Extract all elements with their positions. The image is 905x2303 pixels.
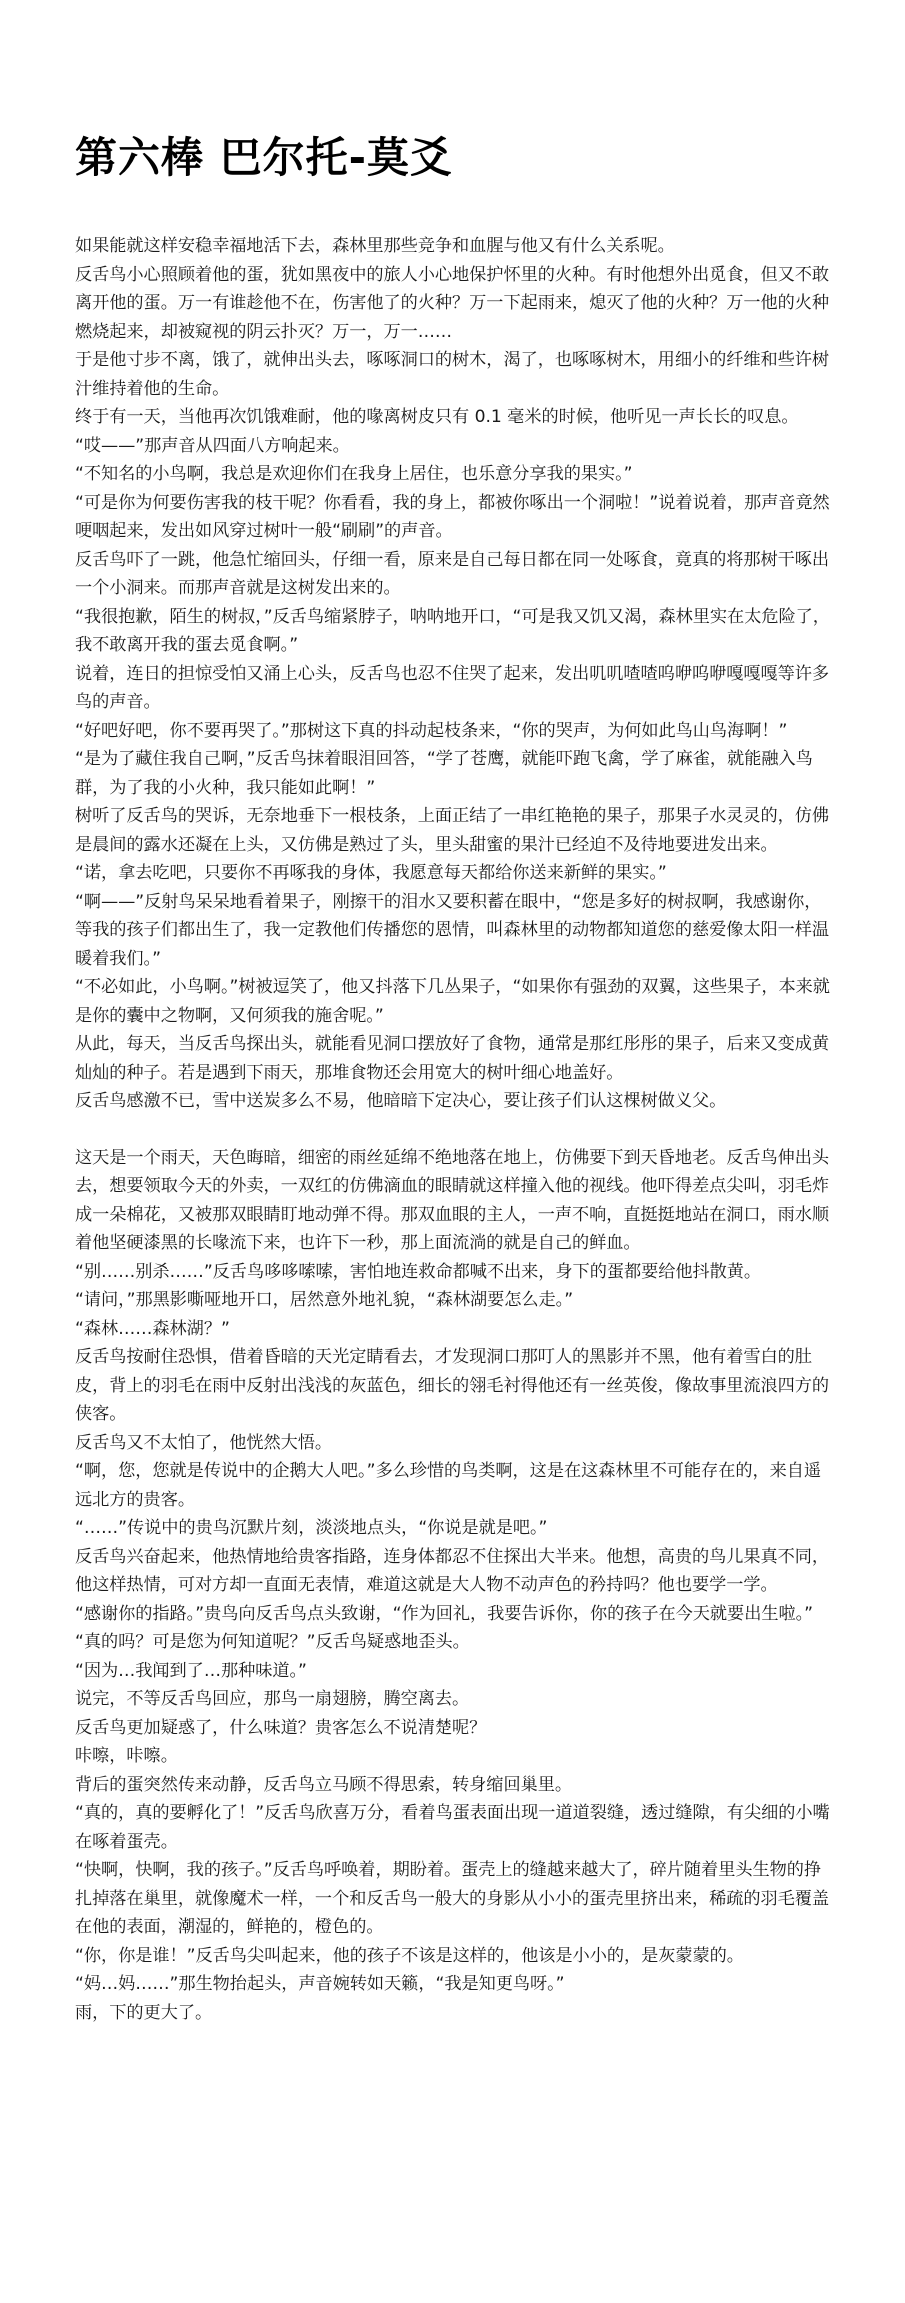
paragraph: “真的吗？可是您为何知道呢？”反舌鸟疑惑地歪头。 bbox=[75, 1632, 470, 1652]
paragraph: 如果能就这样安稳幸福地活下去，森林里那些竞争和血腥与他又有什么关系呢。 bbox=[75, 236, 675, 256]
paragraph: “快啊，快啊，我的孩子。”反舌鸟呼唤着，期盼着。蛋壳上的缝越来越大了，碎片随着里头生物的挣扎掉落在巢里，就像魔术一样，一个和反舌鸟一般大的身影从小小的蛋壳里挤出来，稀疏的羽毛覆盖在他的表面，潮湿的，鲜艳的，橙色的。 bbox=[75, 1860, 830, 1937]
paragraph: “啊——”反射鸟呆呆地看着果子，刚擦干的泪水又要积蓄在眼中，“您是多好的树叔啊，我感谢你，等我的孩子们都出生了，我一定教他们传播您的恩情，叫森林里的动物都知道您的慈爱像太阳一样温暖着我们。” bbox=[75, 891, 830, 969]
paragraph: 反舌鸟小心照顾着他的蛋，犹如黑夜中的旅人小心地保护怀里的火种。有时他想外出觅食，但又不敢离开他的蛋。万一有谁趁他不在，伤害他了的火种？万一下起雨来，熄灭了他的火种？万一他的火种燃烧起来，却被窥视的阴云扑灭？万一，万一…… bbox=[75, 264, 830, 342]
paragraph: “啊，您，您就是传说中的企鹅大人吧。”多么珍惜的鸟类啊，这是在这森林里不可能存在的，来自遥远北方的贵客。 bbox=[75, 1461, 822, 1510]
paragraph: “你，你是谁！”反舌鸟尖叫起来，他的孩子不该是这样的，他该是小小的，是灰蒙蒙的。 bbox=[75, 1945, 744, 1966]
paragraph: “不知名的小鸟啊，我总是欢迎你们在我身上居住，也乐意分享我的果实。” bbox=[75, 464, 633, 484]
paragraph: 反舌鸟更加疑惑了，什么味道？贵客怎么不说清楚呢？ bbox=[75, 1717, 487, 1738]
paragraph: 说着，连日的担惊受怕又涌上心头，反舌鸟也忍不住哭了起来，发出叽叽喳喳呜咿呜咿嘎嘎嘎等许多鸟的声音。 bbox=[75, 663, 830, 712]
paragraph: 反舌鸟兴奋起来，他热情地给贵客指路，连身体都忍不住探出大半来。他想，高贵的鸟儿果真不同，他这样热情，可对方却一直面无表情，难道这就是大人物不动声色的矜持吗？他也要学一学。 bbox=[75, 1546, 830, 1595]
paragraph: 雨，下的更大了。 bbox=[75, 2002, 213, 2023]
paragraph: “森林……森林湖？” bbox=[75, 1318, 230, 1339]
paragraph: “哎——”那声音从四面八方响起来。 bbox=[75, 435, 350, 456]
paragraph: 树听了反舌鸟的哭诉，无奈地垂下一根枝条，上面正结了一串红艳艳的果子，那果子水灵灵的，仿佛是晨间的露水还凝在上头，又仿佛是熟过了头，里头甜蜜的果汁已经迫不及待地要进发出来。 bbox=[75, 806, 830, 855]
paragraph: 背后的蛋突然传来动静，反舌鸟立马顾不得思索，转身缩回巢里。 bbox=[75, 1774, 572, 1795]
paragraph: 反舌鸟又不太怕了，他恍然大悟。 bbox=[75, 1432, 333, 1453]
document-body bbox=[75, 232, 833, 2027]
paragraph: 于是他寸步不离，饿了，就伸出头去，啄啄洞口的树木，渴了，也啄啄树木，用细小的纤维和些许树汁维持着他的生命。 bbox=[75, 350, 830, 399]
paragraph: “请问，”那黑影嘶哑地开口，居然意外地礼貌，“森林湖要怎么走。” bbox=[75, 1290, 574, 1310]
paragraph: “好吧好吧，你不要再哭了。”那树这下真的抖动起枝条来，“你的哭声，为何如此鸟山鸟海啊！” bbox=[75, 720, 788, 741]
paragraph: “诺，拿去吃吧，只要你不再啄我的身体，我愿意每天都给你送来新鲜的果实。” bbox=[75, 863, 667, 883]
paragraph: “真的，真的要孵化了！”反舌鸟欣喜万分，看着鸟蛋表面出现一道道裂缝，透过缝隙，有尖细的小嘴在啄着蛋壳。 bbox=[75, 1803, 830, 1852]
paragraph: 终于有一天，当他再次饥饿难耐，他的喙离树皮只有 0.1 毫米的时候，他听见一声长长的叹息。 bbox=[75, 407, 799, 427]
document-title: 第六棒 巴尔托-莫爻 bbox=[75, 133, 454, 182]
paragraph: “不必如此，小鸟啊。”树被逗笑了，他又抖落下几丛果子，“如果你有强劲的双翼，这些果子，本来就是你的囊中之物啊，又何须我的施舍呢。” bbox=[75, 977, 830, 1026]
paragraph: “因为…我闻到了…那种味道。” bbox=[75, 1660, 307, 1681]
paragraph: “我很抱歉，陌生的树叔，”反舌鸟缩紧脖子，呐呐地开口，“可是我又饥又渴，森林里实在太危险了，我不敢离开我的蛋去觅食啊。” bbox=[75, 606, 830, 655]
paragraph: “别……别杀……”反舌鸟哆哆嗦嗦，害怕地连救命都喊不出来，身下的蛋都要给他抖散黄。 bbox=[75, 1261, 762, 1282]
paragraph: 这天是一个雨天，天色晦暗，细密的雨丝延绵不绝地落在地上，仿佛要下到天昏地老。反舌鸟伸出头去，想要领取今天的外卖，一双红的仿佛滴血的眼睛就这样撞入他的视线。他吓得差点尖叫，羽毛炸成一朵棉花，又被那双眼睛盯地动弹不得。那双血眼的主人，一声不响，直挺挺地站在洞口，雨水顺着他坚硬漆黑的长喙流下来，也许下一秒，那上面流淌的就是自己的鲜血。 bbox=[75, 1147, 830, 1253]
paragraph: “……”传说中的贵鸟沉默片刻，淡淡地点头，“你说是就是吧。” bbox=[75, 1518, 548, 1538]
paragraph: 反舌鸟吓了一跳，他急忙缩回头，仔细一看，原来是自己每日都在同一处啄食，竟真的将那树干啄出一个小洞来。而那声音就是这树发出来的。 bbox=[75, 549, 830, 598]
paragraph: “妈…妈……”那生物抬起头，声音婉转如天籁，“我是知更鸟呀。” bbox=[75, 1974, 565, 1994]
paragraph: 从此，每天，当反舌鸟探出头，就能看见洞口摆放好了食物，通常是那红彤彤的果子，后来又变成黄灿灿的种子。若是遇到下雨天，那堆食物还会用宽大的树叶细心地盖好。 bbox=[75, 1034, 830, 1083]
paragraph: “是为了藏住我自己啊，”反舌鸟抹着眼泪回答，“学了苍鹰，就能吓跑飞禽，学了麻雀，就能融入鸟群，为了我的小火种，我只能如此啊！” bbox=[75, 749, 813, 798]
paragraph: 说完，不等反舌鸟回应，那鸟一扇翅膀，腾空离去。 bbox=[75, 1689, 470, 1709]
paragraph: “感谢你的指路。”贵鸟向反舌鸟点头致谢，“作为回礼，我要告诉你，你的孩子在今天就要出生啦。” bbox=[75, 1603, 813, 1624]
paragraph: 咔嚓，咔嚓。 bbox=[75, 1746, 178, 1766]
paragraph: 反舌鸟感激不已，雪中送炭多么不易，他暗暗下定决心，要让孩子们认这棵树做义父。 bbox=[75, 1091, 727, 1111]
paragraph: “可是你为何要伤害我的枝干呢？你看看，我的身上，都被你啄出一个洞啦！”说着说着，那声音竟然哽咽起来，发出如风穿过树叶一般“刷刷”的声音。 bbox=[75, 492, 830, 541]
paragraph: 反舌鸟按耐住恐惧，借着昏暗的天光定睛看去，才发现洞口那叮人的黑影并不黑，他有着雪白的肚皮，背上的羽毛在雨中反射出浅浅的灰蓝色，细长的翎毛衬得他还有一丝英俊，像故事里流浪四方的侠客。 bbox=[75, 1347, 830, 1424]
